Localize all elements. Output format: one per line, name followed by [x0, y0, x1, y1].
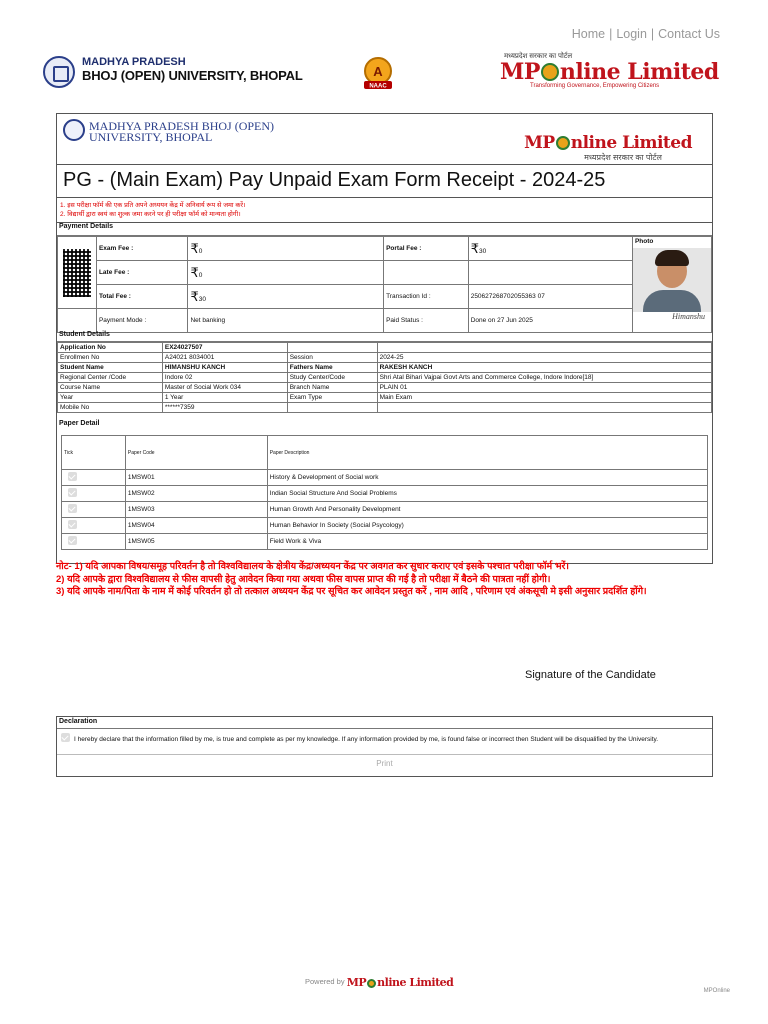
receipt-university-name: [89, 121, 274, 143]
receipt-header: [57, 114, 712, 164]
mobile-no: ******7359: [162, 403, 287, 413]
enrollment-no: A24021 8034001: [162, 353, 287, 363]
father-name-label: Fathers Name: [287, 363, 377, 373]
declaration-checkbox[interactable]: [61, 733, 70, 742]
course-name: Master of Social Work 034: [162, 383, 287, 393]
nav-separator: |: [650, 27, 655, 41]
exam-fee: 0: [198, 247, 203, 255]
footer-mp-post: nline Limited: [377, 976, 454, 989]
mponline-subtitle: Transforming Governance, Empowering Citizens: [530, 83, 660, 89]
paid-status: Done on 27 Jun 2025: [468, 309, 632, 333]
late-fee-value: [188, 261, 384, 285]
mponline-o-icon: [541, 63, 559, 81]
empty-cell: [377, 403, 711, 413]
university-logo-icon: [43, 56, 75, 88]
powered-by-label: Powered by: [305, 977, 345, 986]
paper-checkbox[interactable]: [68, 520, 77, 529]
student-name: HIMANSHU KANCH: [162, 363, 287, 373]
qr-code-cell: [58, 237, 97, 309]
portal-fee-value: [468, 237, 632, 261]
paper-description: History & Development of Social work: [267, 470, 707, 486]
hindi-notes: [56, 561, 716, 599]
nav-separator: |: [609, 27, 613, 41]
footer-mponline-logo[interactable]: [347, 972, 454, 994]
candidate-signature-image: Himanshu: [672, 312, 705, 321]
student-details-header: Student Details: [57, 331, 712, 342]
receipt-mponline-name: [524, 132, 692, 154]
rupee-icon: ₹: [470, 240, 479, 256]
paper-code: 1MSW04: [125, 518, 267, 534]
study-center: Shri Atal Bihari Vajpai Govt Arts and Commerce College, Indore Indore[18]: [377, 373, 711, 383]
paper-code: 1MSW01: [125, 470, 267, 486]
exam-fee-value: [188, 237, 384, 261]
application-no-label: Application No: [58, 343, 163, 353]
exam-type-label: Exam Type: [287, 393, 377, 403]
session: 2024-25: [377, 353, 711, 363]
late-fee: 0: [198, 271, 203, 279]
receipt-note-2: 2. विद्यार्थी द्वारा स्वयं का शुल्क जमा करने पर ही परीक्षा फॉर्म को मान्यता होगी।: [60, 211, 241, 218]
portal-fee: 30: [478, 247, 487, 255]
study-center-label: Study Center/Code: [287, 373, 377, 383]
empty-cell: [384, 261, 469, 285]
branch-name: PLAIN 01: [377, 383, 711, 393]
transaction-id-label: Transaction Id :: [384, 285, 469, 309]
home-link[interactable]: Home: [571, 27, 606, 41]
late-fee-label: Late Fee :: [96, 261, 188, 285]
exam-receipt: [56, 113, 713, 564]
total-fee: 30: [198, 295, 206, 303]
paper-checkbox[interactable]: [68, 504, 77, 513]
declaration-box: [56, 716, 713, 777]
regional-center: Indore 02: [162, 373, 287, 383]
course-name-label: Course Name: [58, 383, 163, 393]
empty-cell: [377, 343, 711, 353]
receipt-note-1: 1. इस परीक्षा फॉर्म की एक प्रति अपने अध्ययन केंद्र में अनिवार्य रूप से जमा करें।: [60, 202, 246, 209]
rupee-icon: ₹: [190, 264, 199, 280]
table-row: [62, 470, 708, 486]
exam-type: Main Exam: [377, 393, 711, 403]
hindi-note-3: 3) यदि आपके नाम/पिता के नाम में कोई परिवर्तन हो तो तत्काल अध्ययन केंद्र पर सूचित कर आवेदन प्रस्तुत करें , नाम आदि , परिणाम एवं अंकसूची मे इसी अनुसार प्रदर्शित होंगे।: [56, 586, 647, 597]
university-name-line1: MADHYA PRADESH: [82, 56, 186, 68]
branch-name-label: Branch Name: [287, 383, 377, 393]
receipt-mponline-subtitle: मध्यप्रदेश सरकार का पोर्टल: [584, 153, 662, 162]
table-row: [62, 534, 708, 550]
university-name: [82, 55, 303, 83]
paid-status-label: Paid Status :: [384, 309, 469, 333]
receipt-mponline-logo: [524, 132, 692, 161]
paper-checkbox[interactable]: [68, 472, 77, 481]
total-fee-label: Total Fee :: [96, 285, 188, 309]
photo-label: Photo: [634, 238, 654, 245]
payment-mode: Net banking: [188, 309, 384, 333]
paper-detail-header: Paper Detail: [59, 420, 100, 427]
paper-code: 1MSW05: [125, 534, 267, 550]
tick-cell: [62, 502, 126, 518]
candidate-signature-label: Signature of the Candidate: [525, 669, 656, 681]
exam-fee-label: Exam Fee :: [96, 237, 188, 261]
photo-cell: [632, 237, 711, 333]
paper-description: Field Work & Viva: [267, 534, 707, 550]
mponline-tagline: मध्यप्रदेश सरकार का पोर्टल: [504, 53, 573, 60]
receipt-title: PG - (Main Exam) Pay Unpaid Exam Form Receipt - 2024-25: [57, 164, 712, 198]
university-name-line2: BHOJ (OPEN) UNIVERSITY, BHOPAL: [82, 68, 303, 83]
receipt-mp-pre: MP: [524, 133, 555, 153]
paper-code: 1MSW03: [125, 502, 267, 518]
transaction-id: 250627268702055363 07: [468, 285, 632, 309]
receipt-mponline-o-icon: [556, 136, 570, 150]
mponline-name: [500, 61, 730, 83]
regional-center-label: Regional Center /Code: [58, 373, 163, 383]
payment-mode-label: Payment Mode :: [96, 309, 188, 333]
student-table: [57, 342, 712, 413]
tick-cell: [62, 534, 126, 550]
year: 1 Year: [162, 393, 287, 403]
receipt-uni-line2: UNIVERSITY, BHOPAL: [89, 130, 213, 144]
mponline-name-pre: MP: [500, 59, 540, 85]
hindi-note-2: 2) यदि आपके द्वारा विश्वविद्यालय से फीस वापसी हेतु आवेदन किया गया अथवा फीस वापस प्राप्त की गई है तो परीक्षा में बैठने की पात्रता नहीं होगी।: [56, 573, 551, 585]
father-name: RAKESH KANCH: [377, 363, 711, 373]
top-nav: [572, 27, 720, 41]
mponline-logo: [500, 52, 730, 96]
paper-table: [61, 435, 708, 550]
mponline-name-post: nline Limited: [559, 59, 719, 85]
footer-mponline-text: MPOnline: [703, 988, 730, 994]
payment-table: [57, 236, 712, 333]
tick-cell: [62, 486, 126, 502]
enrollment-no-label: Enrollmen No: [58, 353, 163, 363]
declaration-text-row: [57, 729, 712, 755]
mobile-no-label: Mobile No: [58, 403, 163, 413]
declaration-text: I hereby declare that the information filled by me, is true and complete as per my knowledge. If any information provided by me, is found false or incorrect then Student will be disqualified by the University.: [74, 736, 659, 743]
rupee-icon: ₹: [190, 240, 199, 256]
contact-link[interactable]: Contact Us: [658, 27, 720, 41]
hindi-note-1: नोट- 1) यदि आपका विषय/समूह परिवर्तन है तो विश्वविद्यालय के क्षेत्रीय केंद्र/अध्ययन केंद्र पर अवगत कर सुधार कराए एवं इसके पश्चात परीक्षा फॉर्म भरें।: [56, 561, 570, 572]
candidate-photo: [633, 248, 711, 312]
site-header: [0, 52, 768, 92]
paper-description: Human Growth And Personality Development: [267, 502, 707, 518]
receipt-uni-line1: MADHYA PRADESH BHOJ (OPEN): [89, 119, 275, 133]
paper-description-column-header: Paper Description: [267, 436, 707, 470]
login-link[interactable]: Login: [616, 27, 647, 41]
paper-checkbox[interactable]: [68, 536, 77, 545]
print-button[interactable]: Print: [376, 759, 393, 768]
naac-badge-icon: [356, 54, 400, 92]
naac-grade: A: [373, 64, 383, 79]
empty-cell: [287, 343, 377, 353]
table-row: [62, 518, 708, 534]
naac-label: NAAC: [369, 83, 387, 90]
year-label: Year: [58, 393, 163, 403]
paper-description: Human Behavior In Society (Social Psycology): [267, 518, 707, 534]
empty-cell: [468, 261, 632, 285]
tick-cell: [62, 470, 126, 486]
paper-code-column-header: Paper Code: [125, 436, 267, 470]
paper-code: 1MSW02: [125, 486, 267, 502]
footer-mp-pre: MP: [346, 976, 367, 989]
tick-cell: [62, 518, 126, 534]
receipt-notes: [57, 199, 712, 223]
rupee-icon: ₹: [190, 288, 199, 304]
receipt-university-logo-icon: [63, 119, 85, 141]
application-no: EX24027507: [162, 343, 287, 353]
empty-cell: [58, 309, 97, 333]
empty-cell: [287, 403, 377, 413]
portal-fee-label: Portal Fee :: [384, 237, 469, 261]
total-fee-value: [188, 285, 384, 309]
tick-column-header: Tick: [62, 436, 126, 470]
receipt-mp-post: nline Limited: [570, 133, 692, 153]
qr-code-icon: [63, 249, 91, 297]
paper-description: Indian Social Structure And Social Problems: [267, 486, 707, 502]
footer-mponline-o-icon: [367, 979, 376, 988]
table-row: [62, 502, 708, 518]
table-row: [62, 486, 708, 502]
payment-details-header: Payment Details: [57, 223, 712, 236]
session-label: Session: [287, 353, 377, 363]
declaration-header: Declaration: [57, 717, 712, 729]
student-name-label: Student Name: [58, 363, 163, 373]
powered-by: [305, 972, 453, 994]
paper-checkbox[interactable]: [68, 488, 77, 497]
